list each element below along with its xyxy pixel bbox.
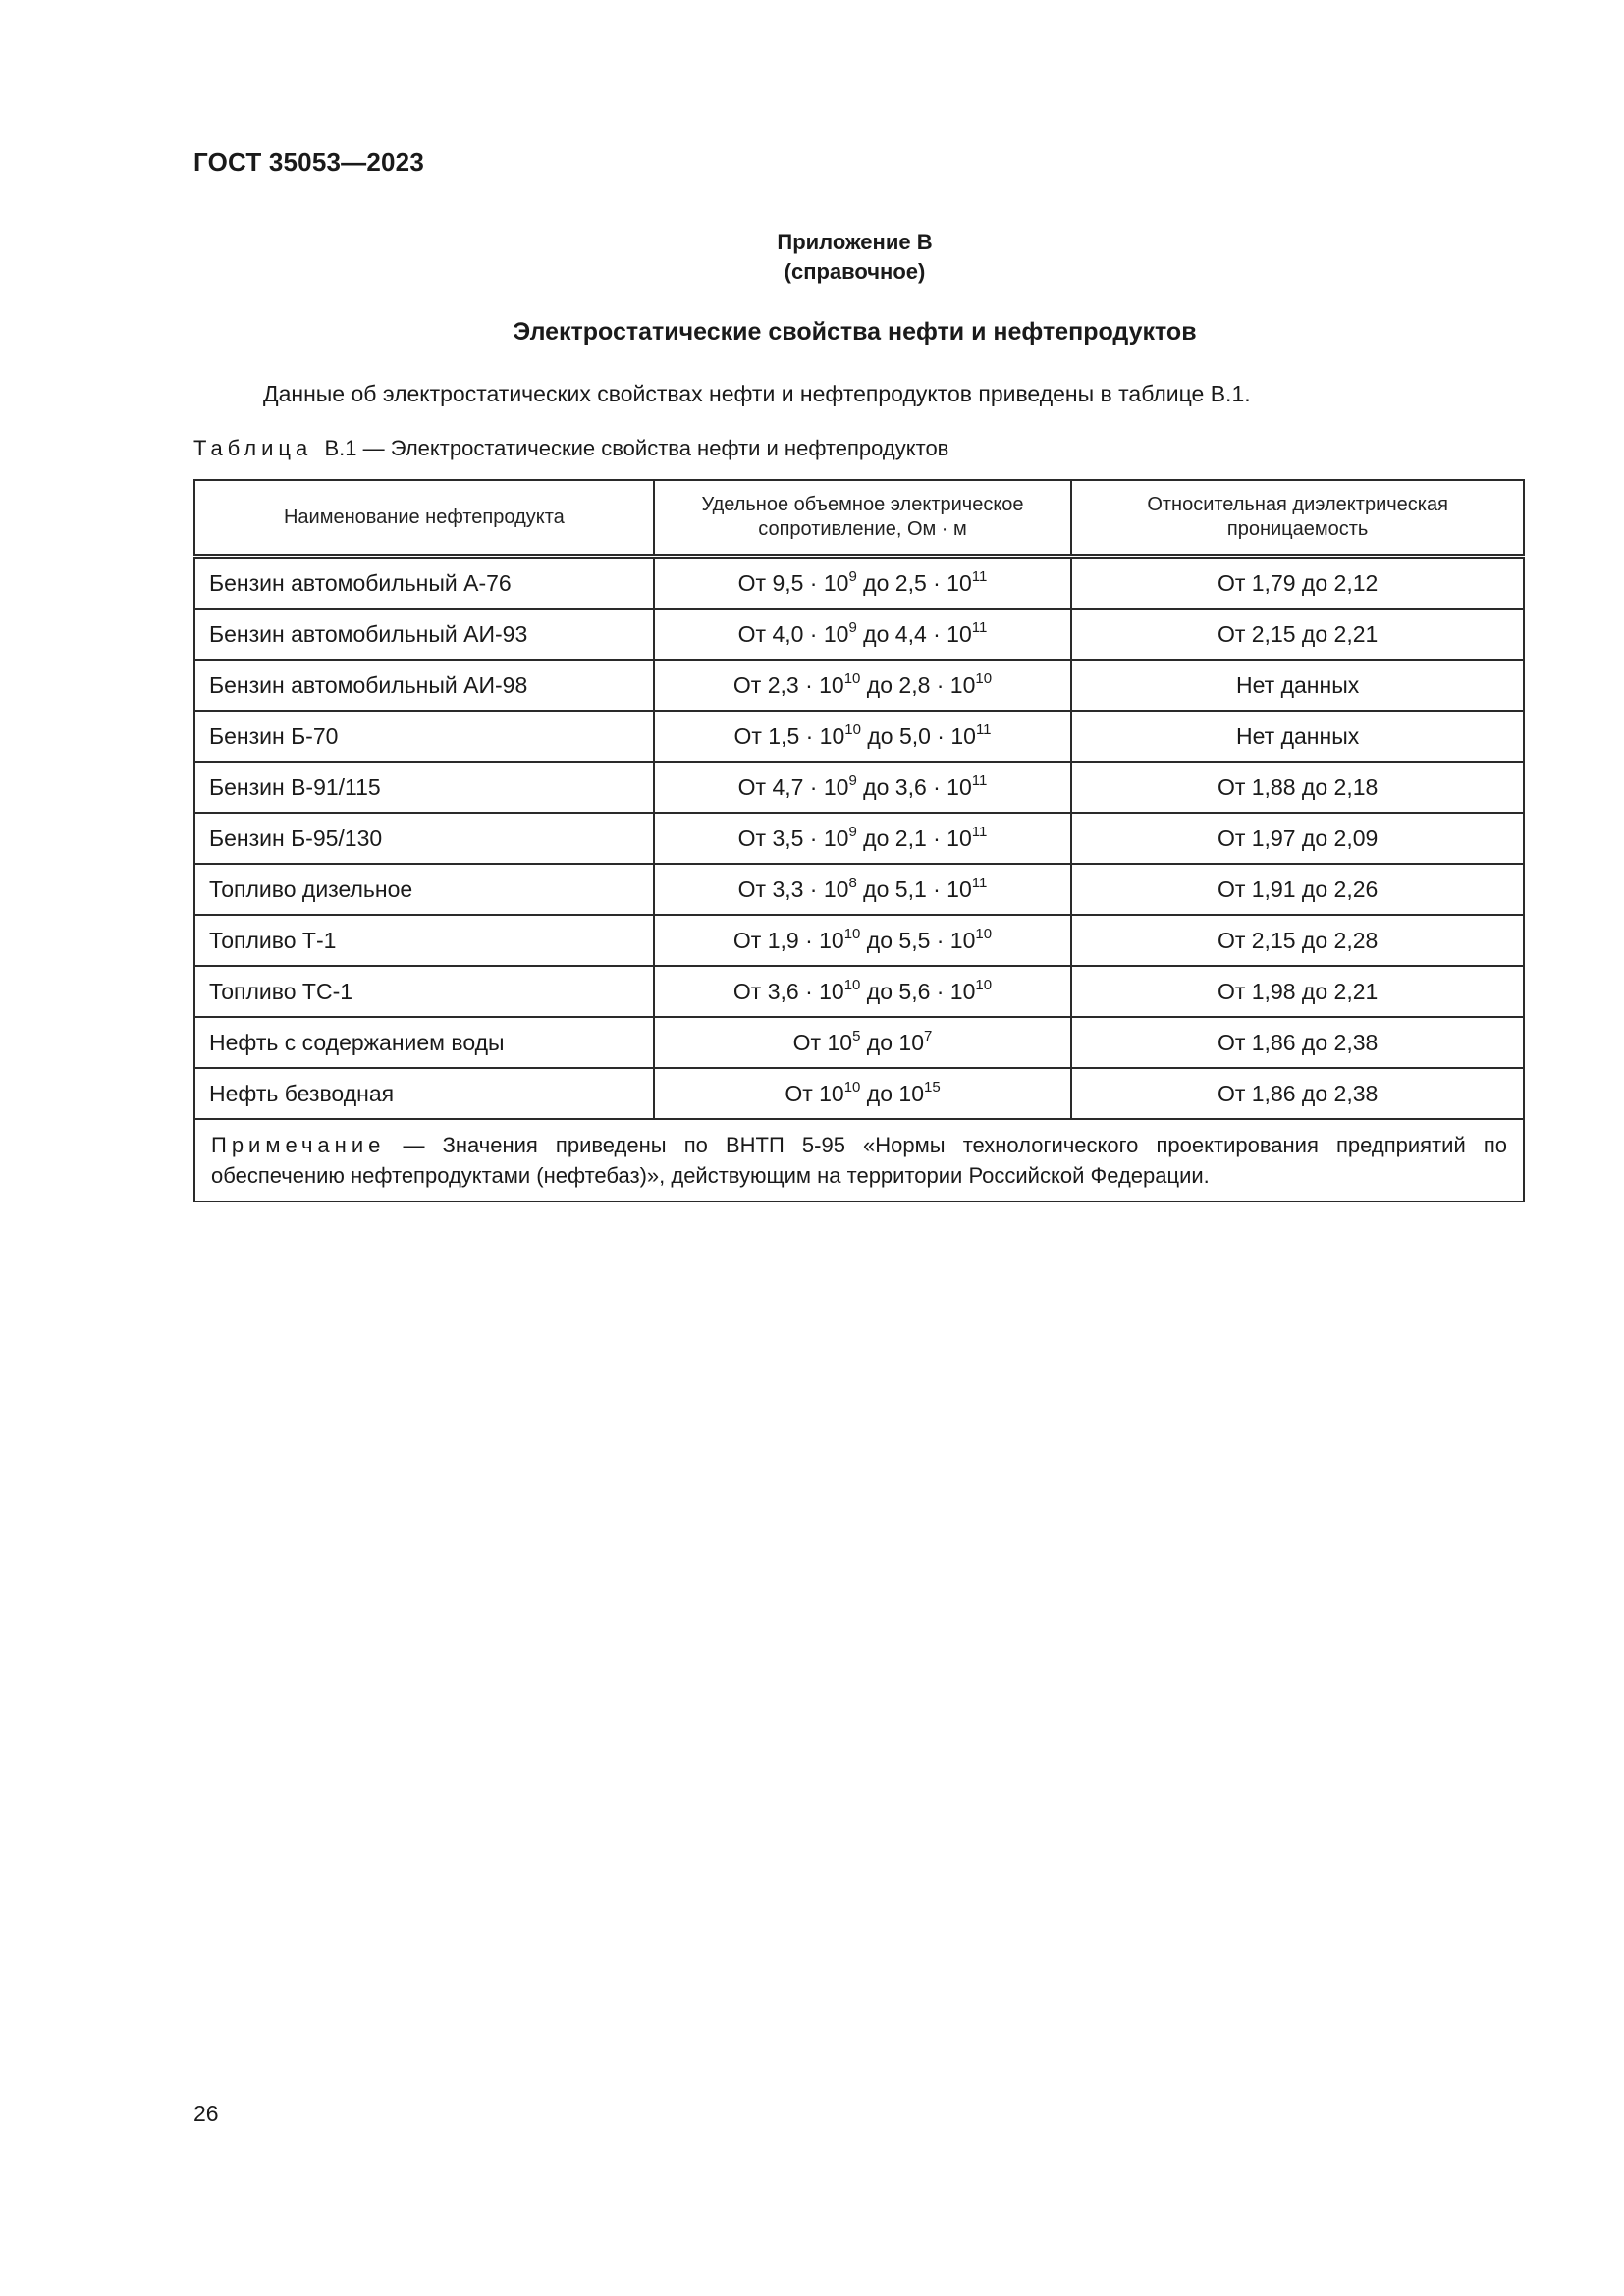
resistivity-to-exponent: 11 [971,874,988,891]
table-row [194,915,1524,966]
intro-paragraph: Данные об электростатических свойствах нефти и нефтепродуктов приведены в таблице В.1. [263,381,1251,406]
resistivity-from: От 2,3 · 10 [732,671,844,698]
resistivity-from-exponent: 10 [843,925,861,942]
resistivity-to-exponent: 10 [975,925,993,942]
permittivity-cell: От 2,15 до 2,28 [1071,915,1524,966]
product-name-cell: Топливо дизельное [194,864,654,915]
product-name-cell: Бензин Б-95/130 [194,813,654,864]
section-title: Электростатические свойства нефти и нефтепродуктов [513,318,1197,346]
resistivity-from-exponent: 9 [848,772,857,789]
table-row [194,711,1524,762]
table-row [194,864,1524,915]
resistivity-to: до 5,1 · 10 [856,876,972,902]
resistivity-from-exponent: 9 [848,823,857,840]
table-caption-text: В.1 — Электростатические свойства нефти и нефтепродуктов [324,436,949,460]
permittivity-cell: От 1,98 до 2,21 [1071,966,1524,1017]
table-row [194,1017,1524,1068]
table-row [194,1068,1524,1119]
resistivity-to-exponent: 11 [971,772,988,789]
product-name-cell: Бензин В-91/115 [194,762,654,813]
permittivity-cell: От 1,91 до 2,26 [1071,864,1524,915]
product-name-cell: Бензин автомобильный А-76 [194,557,654,610]
resistivity-from: От 3,3 · 10 [737,876,849,902]
product-name-cell: Бензин автомобильный АИ-98 [194,660,654,711]
resistivity-from: От 10 [792,1029,853,1055]
resistivity-cell [654,864,1072,915]
table-row [194,660,1524,711]
resistivity-to: до 2,8 · 10 [860,671,976,698]
table-row [194,966,1524,1017]
resistivity-to: до 5,0 · 10 [860,722,976,749]
page-number: 26 [193,2101,219,2126]
resistivity-to: до 10 [860,1029,924,1055]
resistivity-to-exponent: 10 [975,976,993,993]
table-header-row [194,480,1524,557]
product-name-cell: Бензин автомобильный АИ-93 [194,609,654,660]
resistivity-to: до 2,1 · 10 [856,825,972,851]
resistivity-from-exponent: 10 [844,721,861,738]
appendix-title: Приложение В [777,230,933,254]
resistivity-cell [654,1017,1072,1068]
product-name-cell: Бензин Б-70 [194,711,654,762]
resistivity-to: до 5,5 · 10 [860,927,976,953]
resistivity-from: От 1,5 · 10 [733,722,845,749]
table-row [194,813,1524,864]
resistivity-cell [654,557,1072,610]
permittivity-cell: Нет данных [1071,660,1524,711]
permittivity-cell: Нет данных [1071,711,1524,762]
electrostatic-properties-table [193,479,1525,1202]
table-row [194,557,1524,610]
resistivity-from: От 4,7 · 10 [737,774,849,800]
table-note [194,1119,1524,1201]
resistivity-to: до 2,5 · 10 [856,569,972,596]
permittivity-cell: От 2,15 до 2,21 [1071,609,1524,660]
resistivity-cell [654,660,1072,711]
resistivity-from-exponent: 8 [848,874,857,891]
resistivity-cell [654,762,1072,813]
table-caption-label: Таблица [193,436,313,460]
resistivity-from-exponent: 9 [848,618,857,636]
resistivity-from-exponent: 5 [852,1027,861,1044]
appendix-type: (справочное) [784,259,926,284]
resistivity-to-exponent: 11 [971,567,988,585]
column-header-resistivity: Удельное объемное электрическое сопротивление, Ом · м [654,480,1072,557]
permittivity-cell: От 1,86 до 2,38 [1071,1068,1524,1119]
table-note-row [194,1119,1524,1201]
resistivity-to-exponent: 7 [923,1027,933,1044]
product-name-cell: Топливо Т-1 [194,915,654,966]
resistivity-to-exponent: 11 [971,823,988,840]
note-text: — Значения приведены по ВНТП 5-95 «Нормы технологического проектирования предприятий по обеспечению нефтепродуктами (нефтебаз)», действующим на территории Российской Федерации. [211,1133,1507,1188]
product-name-cell: Топливо ТС-1 [194,966,654,1017]
table-row [194,609,1524,660]
resistivity-from: От 3,5 · 10 [737,825,849,851]
table-caption [193,436,948,461]
resistivity-cell [654,966,1072,1017]
resistivity-to-exponent: 11 [975,721,992,738]
resistivity-to-exponent: 15 [923,1078,941,1095]
resistivity-cell [654,915,1072,966]
resistivity-from-exponent: 10 [843,976,861,993]
resistivity-from: От 3,6 · 10 [732,978,844,1004]
resistivity-to-exponent: 10 [975,669,993,687]
resistivity-cell [654,813,1072,864]
resistivity-from: От 10 [785,1080,844,1106]
column-header-product: Наименование нефтепродукта [194,480,654,557]
product-name-cell: Нефть с содержанием воды [194,1017,654,1068]
table-body [194,557,1524,1120]
permittivity-cell: От 1,86 до 2,38 [1071,1017,1524,1068]
product-name-cell: Нефть безводная [194,1068,654,1119]
resistivity-cell [654,711,1072,762]
document-code: ГОСТ 35053—2023 [193,147,424,177]
appendix-heading [0,228,1624,287]
table-row [194,762,1524,813]
resistivity-cell [654,1068,1072,1119]
resistivity-to: до 5,6 · 10 [860,978,976,1004]
resistivity-to-exponent: 11 [971,618,988,636]
resistivity-to: до 4,4 · 10 [856,620,972,647]
resistivity-from-exponent: 10 [843,1078,861,1095]
permittivity-cell: От 1,97 до 2,09 [1071,813,1524,864]
resistivity-to: до 3,6 · 10 [856,774,972,800]
permittivity-cell: От 1,79 до 2,12 [1071,557,1524,610]
resistivity-from-exponent: 10 [843,669,861,687]
resistivity-from: От 1,9 · 10 [732,927,844,953]
permittivity-cell: От 1,88 до 2,18 [1071,762,1524,813]
resistivity-cell [654,609,1072,660]
resistivity-from-exponent: 9 [848,567,857,585]
note-label: Примечание [211,1133,386,1157]
resistivity-from: От 4,0 · 10 [737,620,849,647]
resistivity-to: до 10 [860,1080,924,1106]
column-header-permittivity: Относительная диэлектрическая проницаемость [1071,480,1524,557]
resistivity-from: От 9,5 · 10 [737,569,849,596]
